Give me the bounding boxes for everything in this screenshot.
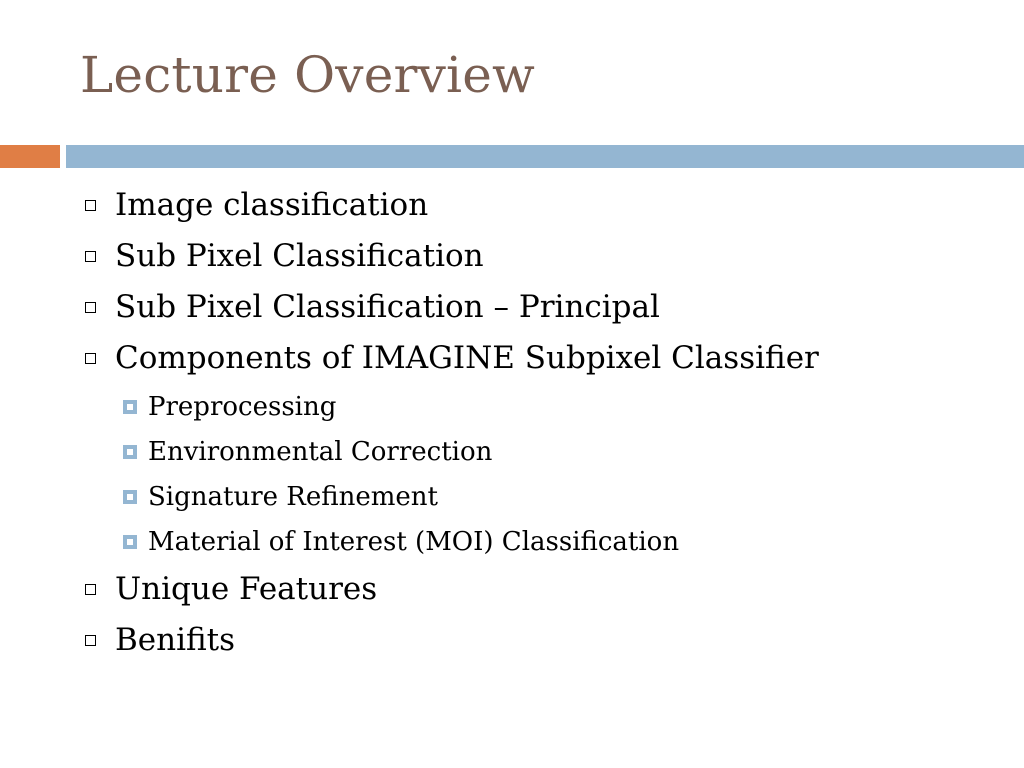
bullet-label: Image classification [115, 187, 429, 223]
bullet-label: Benifits [115, 622, 236, 658]
sub-bullet-item-moi-classification [80, 519, 1000, 564]
bullet-label: Sub Pixel Classification – Principal [115, 289, 660, 325]
bullet-item-image-classification [80, 180, 1000, 231]
bullet-item-unique-features [80, 564, 1000, 615]
bullet-list [80, 180, 1000, 666]
sub-bullet-item-signature-refinement [80, 474, 1000, 519]
title-accent-bar [0, 145, 60, 168]
sub-bullet-label: Signature Refinement [148, 481, 438, 512]
bullet-item-components [80, 333, 1000, 384]
hollow-square-bullet-icon [85, 251, 96, 262]
bullet-item-benifits [80, 615, 1000, 666]
sub-bullet-label: Preprocessing [148, 391, 337, 422]
bullet-label: Sub Pixel Classification [115, 238, 484, 274]
title-divider-bar [66, 145, 1024, 168]
hollow-square-bullet-icon [85, 635, 96, 646]
bullet-label: Unique Features [115, 571, 378, 607]
slide-title: Lecture Overview [80, 46, 536, 104]
filled-square-bullet-icon [123, 400, 137, 414]
filled-square-bullet-icon [123, 445, 137, 459]
filled-square-bullet-icon [123, 535, 137, 549]
hollow-square-bullet-icon [85, 584, 96, 595]
hollow-square-bullet-icon [85, 353, 96, 364]
bullet-item-sub-pixel-principal [80, 282, 1000, 333]
hollow-square-bullet-icon [85, 302, 96, 313]
sub-bullet-label: Material of Interest (MOI) Classification [148, 526, 680, 557]
sub-bullet-item-environmental-correction [80, 429, 1000, 474]
hollow-square-bullet-icon [85, 200, 96, 211]
filled-square-bullet-icon [123, 490, 137, 504]
sub-bullet-label: Environmental Correction [148, 436, 493, 467]
bullet-item-sub-pixel-classification [80, 231, 1000, 282]
sub-bullet-item-preprocessing [80, 384, 1000, 429]
bullet-label: Components of IMAGINE Subpixel Classifier [115, 340, 819, 376]
